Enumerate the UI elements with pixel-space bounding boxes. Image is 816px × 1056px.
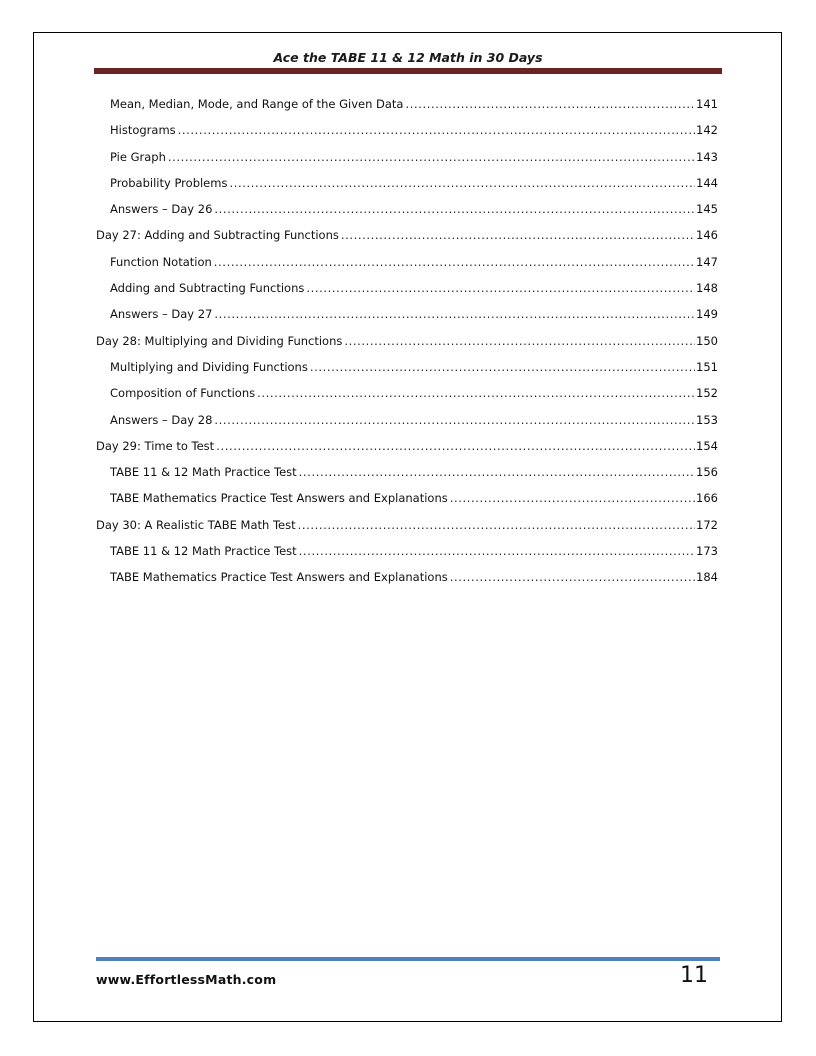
toc-entry-page: 147 bbox=[696, 254, 718, 269]
toc-section-entry[interactable] bbox=[96, 148, 718, 174]
toc-chapter-entry[interactable] bbox=[96, 332, 718, 358]
toc-entry-page: 150 bbox=[696, 333, 718, 348]
page-number: 11 bbox=[680, 963, 708, 988]
toc-entry-label: Answers – Day 26 bbox=[110, 202, 213, 217]
toc-dot-leader bbox=[405, 95, 695, 113]
toc-section-entry[interactable] bbox=[96, 568, 718, 594]
toc-entry-label: Adding and Subtracting Functions bbox=[110, 281, 305, 296]
toc-entry-page: 151 bbox=[696, 359, 718, 374]
toc-entry-label: TABE 11 & 12 Math Practice Test bbox=[110, 465, 297, 480]
toc-section-entry[interactable] bbox=[96, 174, 718, 200]
table-of-contents bbox=[96, 95, 718, 595]
toc-entry-label: Day 30: A Realistic TABE Math Test bbox=[96, 517, 296, 532]
toc-dot-leader bbox=[214, 253, 695, 271]
toc-entry-page: 153 bbox=[696, 412, 718, 427]
toc-entry-page: 144 bbox=[696, 175, 718, 190]
toc-entry-label: Function Notation bbox=[110, 254, 212, 269]
toc-entry-page: 184 bbox=[696, 570, 718, 585]
toc-dot-leader bbox=[341, 226, 695, 244]
toc-section-entry[interactable] bbox=[96, 200, 718, 226]
toc-dot-leader bbox=[216, 437, 695, 455]
toc-entry-label: TABE Mathematics Practice Test Answers and Explanations bbox=[110, 570, 448, 585]
toc-entry-page: 154 bbox=[696, 438, 718, 453]
toc-dot-leader bbox=[306, 279, 695, 297]
toc-entry-page: 156 bbox=[696, 465, 718, 480]
toc-entry-page: 173 bbox=[696, 544, 718, 559]
toc-entry-page: 172 bbox=[696, 517, 718, 532]
toc-dot-leader bbox=[214, 411, 695, 429]
toc-entry-page: 148 bbox=[696, 281, 718, 296]
toc-entry-label: Histograms bbox=[110, 123, 176, 138]
toc-entry-label: Day 29: Time to Test bbox=[96, 438, 215, 453]
toc-entry-label: Multiplying and Dividing Functions bbox=[110, 359, 308, 374]
toc-chapter-entry[interactable] bbox=[96, 516, 718, 542]
toc-section-entry[interactable] bbox=[96, 279, 718, 305]
toc-entry-page: 166 bbox=[696, 491, 718, 506]
toc-dot-leader bbox=[229, 174, 695, 192]
header-rule bbox=[94, 68, 722, 74]
toc-section-entry[interactable] bbox=[96, 305, 718, 331]
toc-entry-page: 141 bbox=[696, 97, 718, 111]
toc-chapter-entry[interactable] bbox=[96, 226, 718, 252]
toc-entry-label: Day 28: Multiplying and Dividing Functions bbox=[96, 333, 343, 348]
toc-entry-label: Answers – Day 28 bbox=[110, 412, 213, 427]
toc-dot-leader bbox=[299, 463, 695, 481]
toc-dot-leader bbox=[310, 358, 695, 376]
footer-website[interactable]: www.EffortlessMath.com bbox=[96, 972, 277, 987]
toc-dot-leader bbox=[298, 516, 695, 534]
toc-entry-label: Composition of Functions bbox=[110, 386, 256, 401]
toc-entry-page: 146 bbox=[696, 228, 718, 243]
toc-entry-page: 142 bbox=[696, 123, 718, 138]
toc-entry-label: TABE Mathematics Practice Test Answers and Explanations bbox=[110, 491, 448, 506]
footer-rule bbox=[96, 957, 720, 961]
toc-dot-leader bbox=[344, 332, 695, 350]
toc-entry-label: Mean, Median, Mode, and Range of the Given Data bbox=[110, 97, 404, 111]
toc-entry-page: 149 bbox=[696, 307, 718, 322]
toc-dot-leader bbox=[450, 489, 695, 507]
toc-entry-label: Answers – Day 27 bbox=[110, 307, 213, 322]
toc-section-entry[interactable] bbox=[96, 489, 718, 515]
toc-section-entry[interactable] bbox=[96, 95, 718, 121]
toc-dot-leader bbox=[257, 384, 695, 402]
toc-entry-label: Probability Problems bbox=[110, 175, 228, 190]
toc-chapter-entry[interactable] bbox=[96, 437, 718, 463]
toc-section-entry[interactable] bbox=[96, 542, 718, 568]
toc-entry-page: 145 bbox=[696, 202, 718, 217]
toc-entry-label: Pie Graph bbox=[110, 149, 166, 164]
toc-section-entry[interactable] bbox=[96, 463, 718, 489]
toc-dot-leader bbox=[178, 121, 695, 139]
running-header-title: Ace the TABE 11 & 12 Math in 30 Days bbox=[273, 50, 543, 65]
toc-section-entry[interactable] bbox=[96, 253, 718, 279]
toc-dot-leader bbox=[168, 148, 695, 166]
toc-section-entry[interactable] bbox=[96, 121, 718, 147]
toc-dot-leader bbox=[214, 200, 695, 218]
toc-dot-leader bbox=[214, 305, 695, 323]
toc-section-entry[interactable] bbox=[96, 411, 718, 437]
toc-entry-label: Day 27: Adding and Subtracting Functions bbox=[96, 228, 339, 243]
toc-entry-page: 143 bbox=[696, 149, 718, 164]
toc-section-entry[interactable] bbox=[96, 384, 718, 410]
toc-dot-leader bbox=[299, 542, 695, 560]
toc-entry-label: TABE 11 & 12 Math Practice Test bbox=[110, 544, 297, 559]
toc-dot-leader bbox=[450, 568, 695, 586]
toc-entry-page: 152 bbox=[696, 386, 718, 401]
toc-section-entry[interactable] bbox=[96, 358, 718, 384]
